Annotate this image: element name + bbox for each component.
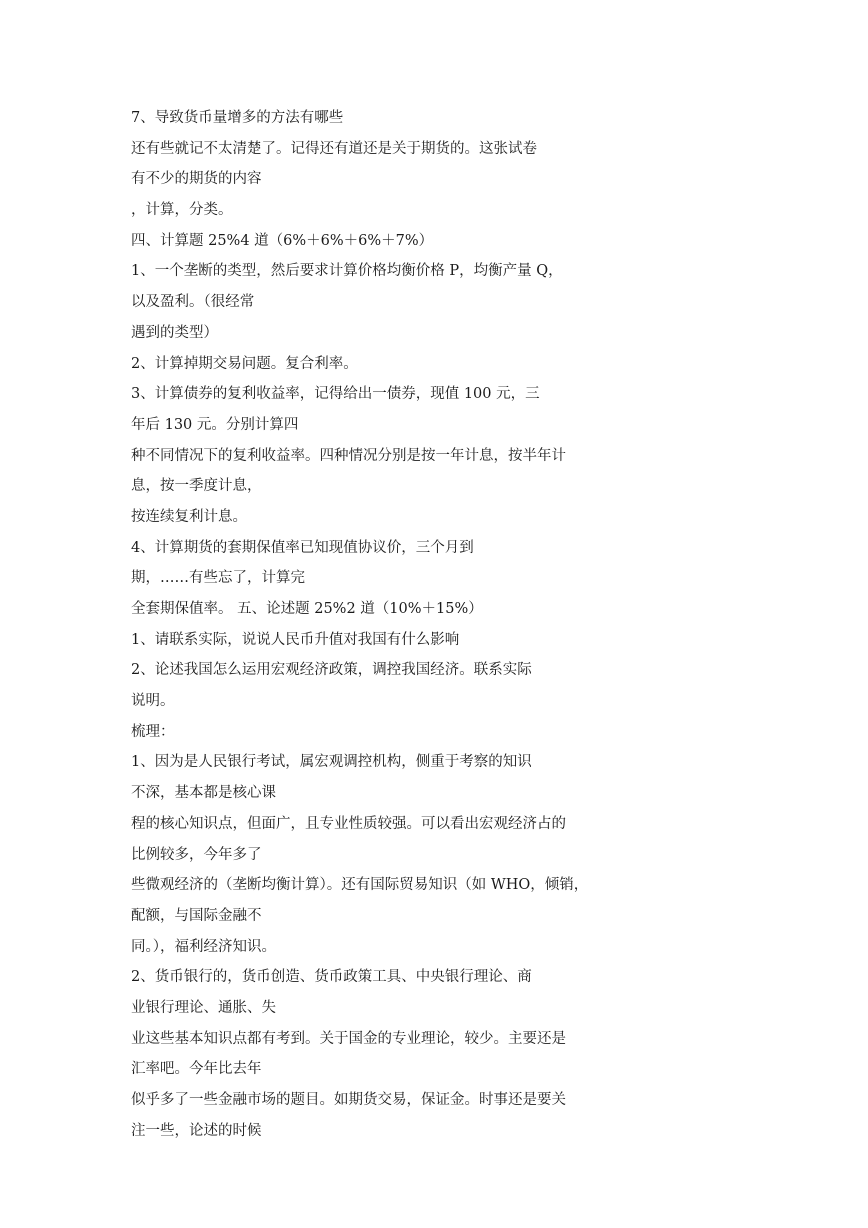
text-line: 7、导致货币量增多的方法有哪些 [131,110,344,126]
text-line: 似乎多了一些金融市场的题目。如期货交易，保证金。时事还是要关 [131,1092,566,1108]
text-line: 1、因为是人民银行考试，属宏观调控机构，侧重于考察的知识 [131,754,532,771]
text-line: 以及盈利。（很经常 [131,294,255,311]
text-line: 1、请联系实际，说说人民币升值对我国有什么影响 [131,631,460,648]
text-line: 按连续复利计息。 [131,508,247,525]
text-line: 1、一个垄断的类型，然后要求计算价格均衡价格 P，均衡产量 Q， [131,263,563,280]
text-line: 配额，与国际金融不 [131,907,262,924]
text-line: 还有些就记不太清楚了。记得还有道还是关于期货的。这张试卷 [131,140,537,157]
text-line: 3、计算债券的复利收益率，记得给出一债券，现值 100 元，三 [131,386,540,403]
text-line: 全套期保值率。 五、论述题 25%2 道（10%＋15%） [131,601,483,617]
text-line: ，计算，分类。 [131,202,233,219]
text-line: 期，……有些忘了，计算完 [131,570,305,587]
text-line: 比例较多，今年多了 [131,846,262,863]
text-line: 不深，基本都是核心课 [131,785,276,802]
text-line: 4、计算期货的套期保值率已知现值协议价，三个月到 [131,539,474,556]
text-line: 2、论述我国怎么运用宏观经济政策，调控我国经济。联系实际 [131,662,532,679]
text-line: 遇到的类型） [131,324,218,341]
section-heading: 四、计算题 25%4 道（6%＋6%＋6%＋7%） [131,232,434,249]
text-line: 息，按一季度计息， [131,478,262,495]
section-heading: 梳理： [131,723,175,740]
text-line: 程的核心知识点，但面广，且专业性质较强。可以看出宏观经济占的 [131,815,566,832]
text-line: 些微观经济的（垄断均衡计算）。还有国际贸易知识（如 WHO，倾销， [131,877,589,894]
text-line: 年后 130 元。分别计算四 [131,416,299,433]
text-line: 同。），福利经济知识。 [131,938,276,955]
text-line: 说明。 [131,693,175,710]
text-line: 业银行理论、通胀、失 [131,999,276,1016]
document-body [131,103,601,1146]
text-line: 2、货币银行的，货币创造、货币政策工具、中央银行理论、商 [131,969,532,986]
text-line: 有不少的期货的内容 [131,171,262,188]
text-line: 业这些基本知识点都有考到。关于国金的专业理论，较少。主要还是 [131,1030,566,1047]
text-line: 汇率吧。今年比去年 [131,1061,262,1078]
text-line: 注一些，论述的时候 [131,1122,262,1139]
text-line: 2、计算掉期交易问题。复合利率。 [131,355,358,372]
text-line: 种不同情况下的复利收益率。四种情况分别是按一年计息，按半年计 [131,447,566,464]
